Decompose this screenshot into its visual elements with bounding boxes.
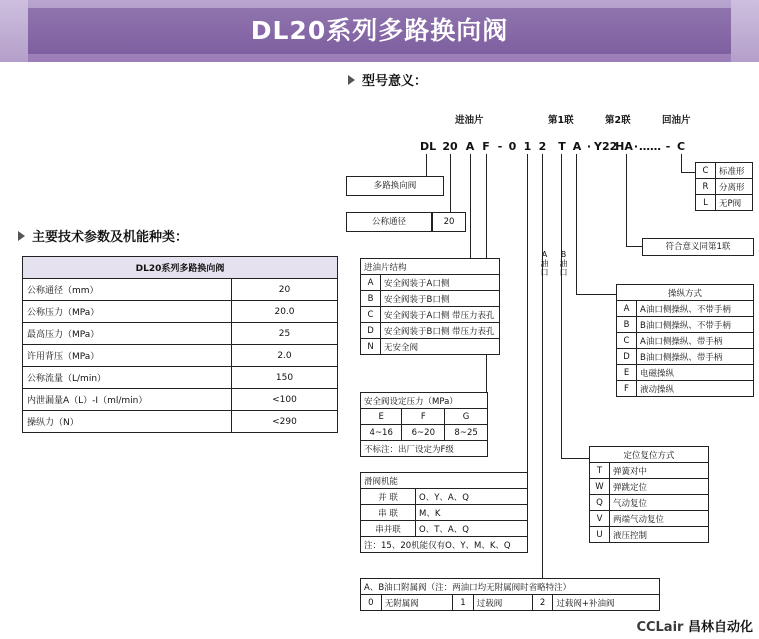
- row-text: 无安全阀: [381, 339, 500, 355]
- table-row: [23, 323, 338, 345]
- row-key: T: [590, 463, 610, 479]
- row-text: A油口侧操纵、不带手柄: [637, 301, 754, 317]
- table-row: [23, 301, 338, 323]
- row-text: O、Y、A、Q: [416, 489, 528, 505]
- row-key: L: [696, 195, 716, 211]
- inlet-structure-table: [360, 258, 500, 355]
- code-char-0: 0: [508, 140, 517, 153]
- control-mode-table: [616, 284, 754, 397]
- spec-value: 25: [232, 323, 338, 345]
- code-char-dl: DL: [420, 140, 437, 153]
- leader-line: [626, 246, 642, 247]
- spec-name: 操纵力（N）: [23, 411, 232, 433]
- code-char-f: F: [482, 140, 490, 153]
- spec-heading: 主要技术参数及机能种类：: [18, 226, 188, 245]
- table-row: [361, 537, 528, 553]
- spec-value: 2.0: [232, 345, 338, 367]
- table-row: [361, 579, 660, 595]
- row-text: 电磁操纵: [637, 365, 754, 381]
- table-row: [590, 495, 709, 511]
- header-bar: [28, 8, 731, 54]
- table-row: [361, 339, 500, 355]
- accessory-valve-table: [360, 578, 660, 611]
- table-row: [361, 441, 488, 457]
- relief-pressure-note: 不标注：出厂设定为F级: [361, 441, 488, 457]
- code-char-dot2: ·: [633, 140, 639, 153]
- spec-name: 许用背压（MPa）: [23, 345, 232, 367]
- spool-function-table: [360, 472, 528, 553]
- row-text: 分离形: [716, 179, 753, 195]
- row-text: 4~16: [361, 425, 402, 441]
- table-row: [361, 275, 500, 291]
- row-key: A: [617, 301, 637, 317]
- code-char-c: C: [676, 140, 686, 153]
- row-key: A: [361, 275, 381, 291]
- spec-name: 公称通径（mm）: [23, 279, 232, 301]
- row-key: F: [402, 409, 445, 425]
- spec-name: 最高压力（MPa）: [23, 323, 232, 345]
- table-row: [617, 317, 754, 333]
- spec-table: [22, 256, 338, 433]
- footer-brand: [636, 616, 753, 635]
- row-key: B: [617, 317, 637, 333]
- row-text: A油口侧操纵、带手柄: [637, 333, 754, 349]
- leader-line: [681, 154, 682, 172]
- table-row: [361, 259, 500, 275]
- spec-value: 20: [232, 279, 338, 301]
- table-row: [23, 411, 338, 433]
- triangle-bullet-icon: [348, 75, 355, 85]
- table-row: [590, 479, 709, 495]
- row-text: B油口侧操纵、不带手柄: [637, 317, 754, 333]
- leader-line: [626, 154, 627, 246]
- spec-value: 20.0: [232, 301, 338, 323]
- spec-value: 150: [232, 367, 338, 389]
- row-text: 过载阀+补油阀: [553, 595, 660, 611]
- same-as-first-box: 符合意义同第1联: [642, 238, 754, 256]
- table-row: [617, 349, 754, 365]
- row-text: O、T、A、Q: [416, 521, 528, 537]
- row-text: 液动操纵: [637, 381, 754, 397]
- row-key: E: [617, 365, 637, 381]
- row-key: N: [361, 339, 381, 355]
- product-name-box: 多路换向阀: [346, 176, 444, 196]
- table-row: [361, 521, 528, 537]
- row-text: M、K: [416, 505, 528, 521]
- table-row: [23, 279, 338, 301]
- page-header: [0, 0, 759, 63]
- table-row: [361, 595, 660, 611]
- triangle-bullet-icon: [18, 231, 25, 241]
- table-row: [590, 527, 709, 543]
- table-row: [361, 323, 500, 339]
- row-key: Q: [590, 495, 610, 511]
- code-char-y22: Y22: [594, 140, 618, 153]
- table-row: [23, 345, 338, 367]
- code-char-t: T: [558, 140, 566, 153]
- leader-line: [681, 172, 695, 173]
- spec-table-title: DL20系列多路换向阀: [23, 257, 338, 279]
- row-key: E: [361, 409, 402, 425]
- relief-pressure-table: [360, 392, 488, 457]
- row-key: 并 联: [361, 489, 416, 505]
- row-text: 液压控制: [610, 527, 709, 543]
- row-text: 两端气动复位: [610, 511, 709, 527]
- code-char-a: A: [465, 140, 475, 153]
- row-text: 6~20: [402, 425, 445, 441]
- table-row: [617, 301, 754, 317]
- row-key: B: [361, 291, 381, 307]
- row-key: D: [617, 349, 637, 365]
- row-key: 0: [361, 595, 382, 611]
- code-char-ha: HA: [615, 140, 633, 153]
- row-key: 串 联: [361, 505, 416, 521]
- spool-function-note: 注：15、20机能仅有O、Y、M、K、Q: [361, 537, 528, 553]
- nominal-bore-value-box: 20: [432, 212, 466, 232]
- leader-line: [576, 154, 577, 294]
- table-row: [23, 389, 338, 411]
- code-char-ellipsis: ……: [639, 140, 661, 153]
- spec-name: 公称压力（MPa）: [23, 301, 232, 323]
- row-text: B油口侧操纵、带手柄: [637, 349, 754, 365]
- code-char-dot1: ·: [586, 140, 592, 153]
- port-b-label: B 油 口: [559, 250, 568, 277]
- table-row: [361, 505, 528, 521]
- row-key: U: [590, 527, 610, 543]
- row-key: W: [590, 479, 610, 495]
- table-row: [361, 291, 500, 307]
- row-key: 串并联: [361, 521, 416, 537]
- table-row: [617, 285, 754, 301]
- table-row: [361, 473, 528, 489]
- row-key: C: [361, 307, 381, 323]
- reset-mode-title: 定位复位方式: [590, 447, 709, 463]
- row-text: 弹跳定位: [610, 479, 709, 495]
- header-right-shade: [731, 0, 759, 62]
- row-text: 无P阀: [716, 195, 753, 211]
- reset-mode-table: [589, 446, 709, 543]
- table-row: [617, 365, 754, 381]
- leader-line: [542, 154, 543, 590]
- leader-line: [470, 154, 471, 270]
- row-text: 8~25: [445, 425, 488, 441]
- code-char-a2: A: [572, 140, 582, 153]
- code-group-label-second: 第2联: [605, 115, 631, 126]
- row-key: D: [361, 323, 381, 339]
- table-row: [23, 257, 338, 279]
- accessory-valve-title: A、B油口附属阀（注：两油口均无附属阀时省略特注）: [361, 579, 660, 595]
- code-char-2: 2: [538, 140, 547, 153]
- table-row: [590, 447, 709, 463]
- row-key: 2: [532, 595, 553, 611]
- code-char-1: 1: [523, 140, 532, 153]
- row-key: C: [617, 333, 637, 349]
- table-row: [696, 179, 753, 195]
- row-key: C: [696, 163, 716, 179]
- code-group-label-first: 第1联: [548, 115, 574, 126]
- page-title: DL20系列多路换向阀: [250, 16, 509, 45]
- leader-line: [527, 154, 528, 484]
- brand-cn: 昌林自动化: [687, 620, 753, 635]
- table-row: [617, 333, 754, 349]
- relief-pressure-title: 安全阀设定压力（MPa）: [361, 393, 488, 409]
- row-text: 安全阀装于B口侧: [381, 291, 500, 307]
- row-text: 安全阀装于A口侧 带压力表孔: [381, 307, 500, 323]
- row-text: 气动复位: [610, 495, 709, 511]
- spec-name: 公称流量（L/min）: [23, 367, 232, 389]
- code-group-label-inlet: 进油片: [455, 115, 484, 126]
- code-char-bore: 20: [442, 140, 458, 153]
- row-key: F: [617, 381, 637, 397]
- row-key: G: [445, 409, 488, 425]
- row-text: 安全阀装于A口侧: [381, 275, 500, 291]
- brand-en: CCLair: [636, 620, 684, 635]
- model-meaning-heading: 型号意义：: [348, 70, 427, 89]
- code-group-label-return: 回油片: [662, 115, 691, 126]
- leader-line: [561, 458, 589, 459]
- row-text: 标准形: [716, 163, 753, 179]
- spool-function-title: 滑阀机能: [361, 473, 528, 489]
- leader-line: [561, 154, 562, 458]
- row-text: 无附属阀: [381, 595, 452, 611]
- code-char-dash1: -: [497, 140, 503, 153]
- row-text: 安全阀装于B口侧 带压力表孔: [381, 323, 500, 339]
- row-key: R: [696, 179, 716, 195]
- table-row: [361, 307, 500, 323]
- table-row: [361, 489, 528, 505]
- header-left-shade: [0, 0, 28, 62]
- row-text: 过载阀: [473, 595, 532, 611]
- code-char-dash2: -: [665, 140, 671, 153]
- table-row: [23, 367, 338, 389]
- leader-line: [576, 294, 616, 295]
- control-mode-title: 操纵方式: [617, 285, 754, 301]
- row-key: 1: [453, 595, 474, 611]
- table-row: [696, 163, 753, 179]
- inlet-structure-title: 进油片结构: [361, 259, 500, 275]
- row-text: 弹簧对中: [610, 463, 709, 479]
- table-row: [590, 511, 709, 527]
- spec-name: 内泄漏量A（L）-I（ml/min）: [23, 389, 232, 411]
- table-row: [361, 393, 488, 409]
- row-key: V: [590, 511, 610, 527]
- nominal-bore-label-box: 公称通径: [346, 212, 432, 232]
- spec-value: <290: [232, 411, 338, 433]
- table-row: [590, 463, 709, 479]
- table-row: [361, 409, 488, 425]
- end-plate-table: [695, 162, 753, 211]
- table-row: [361, 425, 488, 441]
- table-row: [617, 381, 754, 397]
- port-a-label: A 油 口: [540, 250, 549, 277]
- spec-value: <100: [232, 389, 338, 411]
- table-row: [696, 195, 753, 211]
